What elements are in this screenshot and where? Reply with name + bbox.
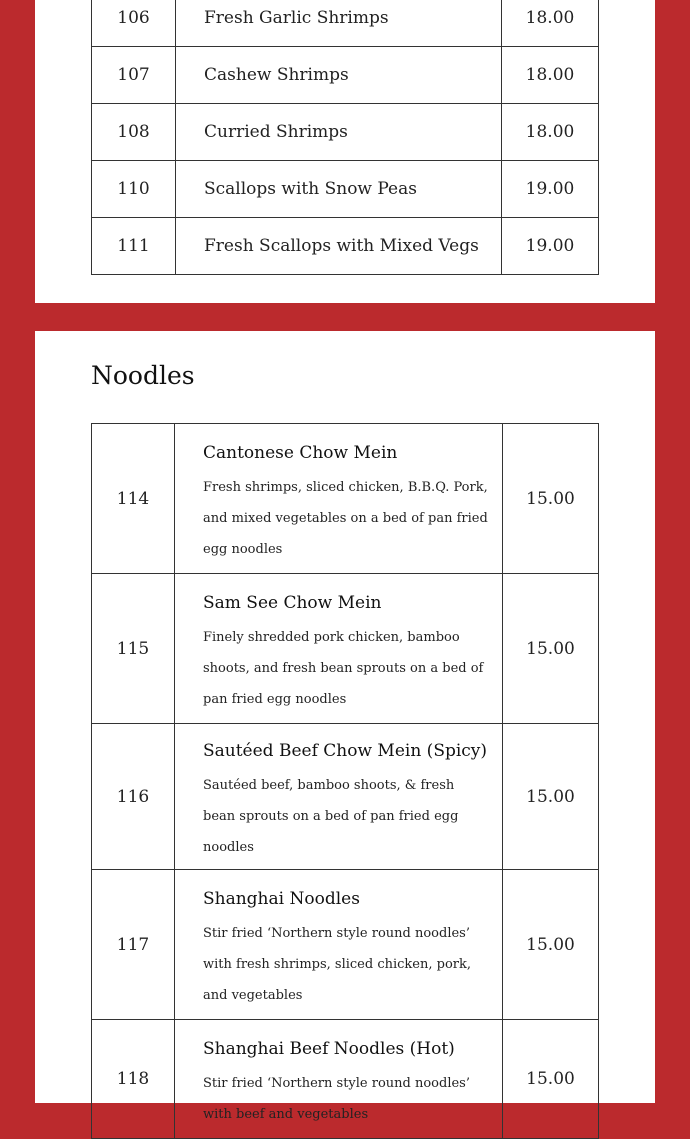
item-description: Finely shredded pork chicken, bamboo shoots, and fresh bean sprouts on a bed of pan fried egg noodles (203, 630, 484, 707)
table-row (92, 47, 599, 104)
item-cell (175, 574, 503, 724)
table-row (92, 1020, 599, 1139)
section-title: Noodles (91, 361, 195, 390)
item-price: 19.00 (502, 218, 599, 275)
item-name: Shanghai Noodles (203, 889, 360, 909)
table-row (92, 574, 599, 724)
item-name: Fresh Garlic Shrimps (176, 0, 502, 47)
item-name: Scallops with Snow Peas (176, 161, 502, 218)
item-description: Stir fried ‘Northern style round noodles’ with fresh shrimps, sliced chicken, pork, and vegetables (203, 926, 471, 1003)
item-number: 117 (92, 870, 175, 1020)
item-description: Stir fried ‘Northern style round noodles’ with beef and vegetables (203, 1076, 470, 1122)
item-number: 110 (92, 161, 176, 218)
seafood-table (91, 0, 599, 275)
item-price: 15.00 (503, 424, 599, 574)
table-row (92, 870, 599, 1020)
item-price: 15.00 (503, 724, 599, 870)
item-cell (175, 724, 503, 870)
table-row (92, 0, 599, 47)
item-name: Sautéed Beef Chow Mein (Spicy) (203, 741, 488, 761)
item-price: 19.00 (502, 161, 599, 218)
item-number: 115 (92, 574, 175, 724)
item-cell (175, 424, 503, 574)
item-number: 114 (92, 424, 175, 574)
item-name: Cantonese Chow Mein (203, 443, 398, 463)
item-name: Curried Shrimps (176, 104, 502, 161)
item-cell (175, 1020, 503, 1139)
item-number: 118 (92, 1020, 175, 1139)
table-row (92, 724, 599, 870)
seafood-section (35, 0, 655, 303)
item-price: 15.00 (503, 870, 599, 1020)
item-number: 116 (92, 724, 175, 870)
item-name: Fresh Scallops with Mixed Vegs (176, 218, 502, 275)
table-row (92, 161, 599, 218)
item-description: Sautéed beef, bamboo shoots, & fresh bean sprouts on a bed of pan fried egg noodles (203, 778, 459, 855)
item-number: 108 (92, 104, 176, 161)
noodles-table (91, 423, 599, 1139)
item-number: 106 (92, 0, 176, 47)
item-number: 111 (92, 218, 176, 275)
item-name: Shanghai Beef Noodles (Hot) (203, 1039, 455, 1059)
item-cell (175, 870, 503, 1020)
table-row (92, 104, 599, 161)
item-price: 15.00 (503, 1020, 599, 1139)
item-price: 18.00 (502, 47, 599, 104)
item-price: 18.00 (502, 0, 599, 47)
item-price: 18.00 (502, 104, 599, 161)
noodles-section (35, 331, 655, 1122)
table-row (92, 218, 599, 275)
table-row (92, 424, 599, 574)
item-name: Sam See Chow Mein (203, 593, 382, 613)
item-description: Fresh shrimps, sliced chicken, B.B.Q. Pork, and mixed vegetables on a bed of pan fried egg noodles (203, 480, 488, 557)
item-number: 107 (92, 47, 176, 104)
item-price: 15.00 (503, 574, 599, 724)
item-name: Cashew Shrimps (176, 47, 502, 104)
